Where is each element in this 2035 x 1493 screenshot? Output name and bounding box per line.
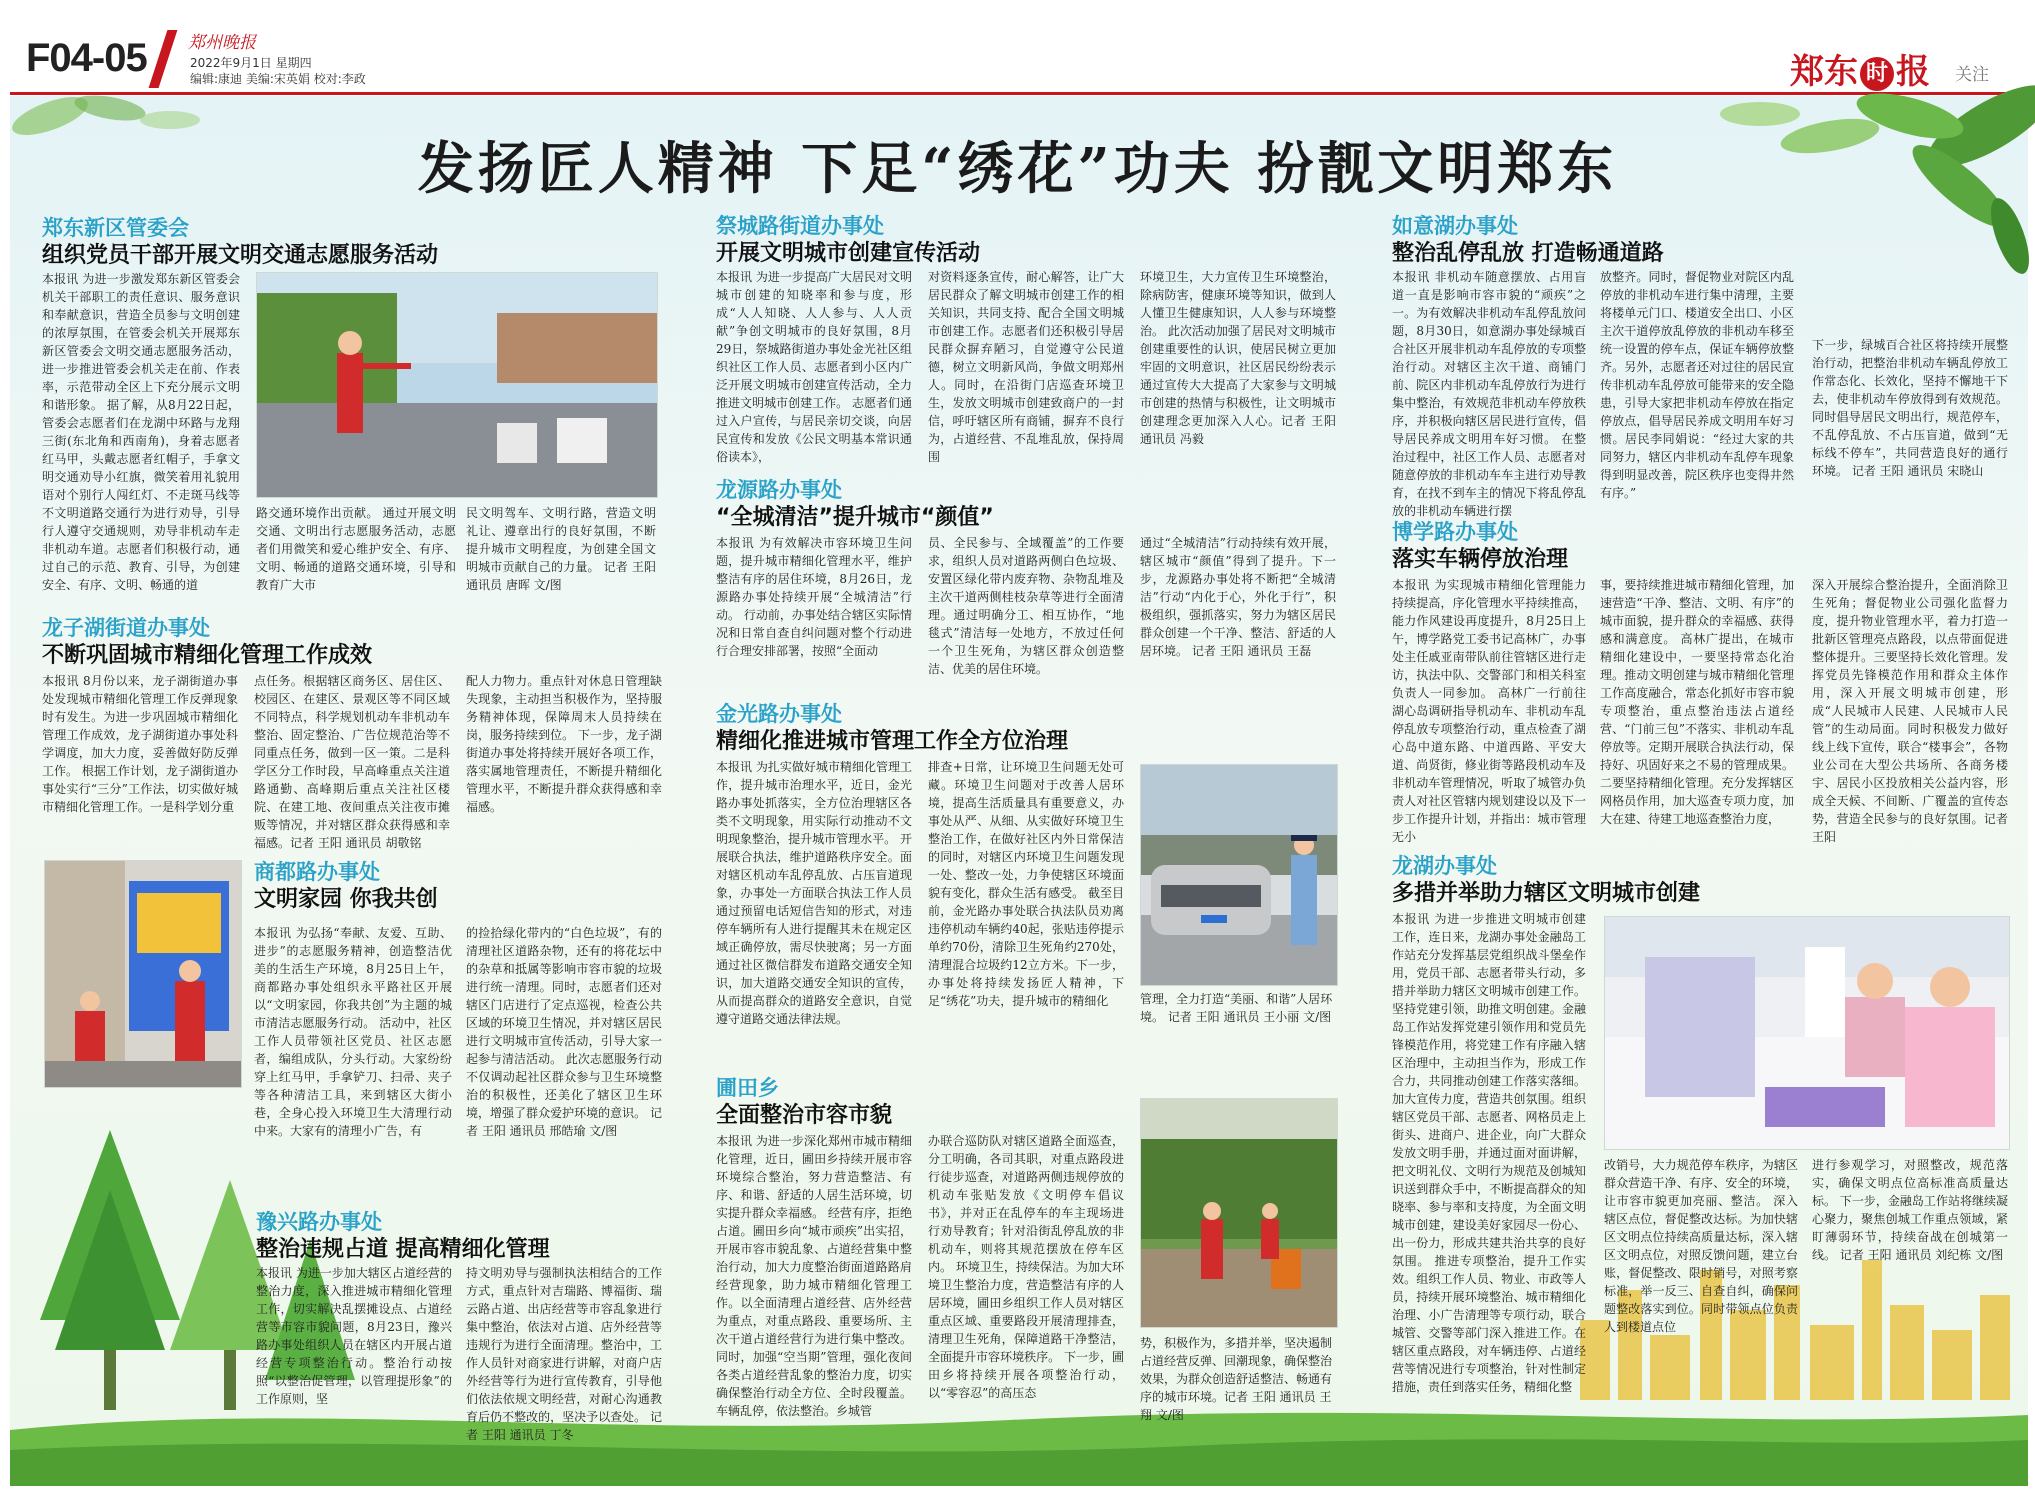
brand-logo-middle: 时 (1860, 57, 1894, 91)
article-body: 深入开展综合整治提升，全面消除卫生死角；督促物业公司强化监督力度，提升物业管理水平，着力打造一批新区管理亮点路段，以点带面促进整体提升。三要坚持长效化管理。发挥党员先锋模范作用和群众主体作用，深入开展文明城市创建，形成“人民城市人民建、人民城市人民管”的生动局面。同时积极发力做好线上线下宣传，联合“楼事会”，各物业公司在大型公共场所、各商务楼宇、居民小区投放相关公益内容，形成全天候、不间断、广覆盖的宣传态势，营造全民参与的良好氛围。记者 王阳 (1812, 578, 2008, 844)
article-source: 金光路办事处 (716, 702, 842, 726)
article-source: 郑东新区管委会 (42, 216, 189, 240)
article-title: 落实车辆停放治理 (1392, 547, 1569, 572)
article-source: 如意湖办事处 (1392, 214, 1518, 238)
article-body: 本报讯 为有效解决市容环境卫生问题，提升城市精细化管理水平，维护整洁有序的居住环境，8月26日，龙源路办事处持续开展“全城清洁”行动。 行动前，办事处结合辖区实际情况和日常自查自纠问题对整个行动进行合理安排部署，按照“全面动 (716, 536, 912, 658)
article-body: 本报讯 为进一步深化郑州市城市精细化管理，近日，圃田乡持续开展市容环境综合整治，努力营造整洁、有序、和谐、舒适的人居生活环境，切实提升群众幸福感。 经营有序，拒绝占道。圃田乡向“城市顽疾”出实招，开展市容市貌乱象、占道经营集中整治行动，加大力度整治街面道路路肩经营现象，助力城市精细化管理工作。以全面清理占道经营、店外经营为重点，对重点路段、重要场所、主次干道占道经营行为进行集中整改。同时，加强“空当期”管理，强化夜间各类占道经营乱象的整治力度，切实确保整治行动全方位、全时段覆盖。 车辆乱停，依法整治。乡城管 (716, 1134, 912, 1418)
photo-caption: 管理，全力打造“美丽、和谐”人居环境。 记者 王阳 通讯员 王小丽 文/图 (1140, 992, 1333, 1024)
photo-caption: 势，积极作为，多措并举，坚决遏制占道经营反弹、回潮现象，确保整治效果，为群众创造舒适整洁、畅通有序的城市环境。记者 王阳 通讯员 王翔 文/图 (1140, 1336, 1333, 1422)
article-body: 本报讯 为弘扬“奉献、友爱、互助、进步”的志愿服务精神，创造整洁优美的生活生产环境，8月25日上午，商都路办事处组织永平路社区开展以“文明家园，你我共创”为主题的城市清洁志愿服务行动。 活动中，社区工作人员带领社区党员、社区志愿者，编组成队，分头行动。大家纷纷穿上红马甲，手拿铲刀、扫帚、夹子等各种清洁工具，来到辖区大街小巷，全身心投入环境卫生大清理行动中来。大家有的清理小广告，有 (254, 926, 452, 1138)
column-label: 关注 (1955, 65, 1989, 85)
article-title: 精细化推进城市管理工作全方位治理 (716, 729, 1069, 754)
dateline: 2022年9月1日 星期四 (190, 56, 312, 70)
article-body: 本报讯 为进一步提高广大居民对文明城市创建的知晓率和参与度，形成“人人知晓、人人参与、人人贡献”争创文明城市的良好氛围，8月29日，祭城路街道办事处金光社区组织社区工作人员、志愿者到小区内广泛开展文明城市创建宣传活动，全力推进文明城市创建工作。 志愿者们通过入户宣传，与居民亲切交谈，向居民宣传和发放《公民文明基本常识通俗读本》， (716, 270, 912, 464)
article-source: 龙源路办事处 (716, 478, 842, 502)
article-title: 整治违规占道 提高精细化管理 (256, 1237, 550, 1262)
article-photo-counter (1604, 916, 2010, 1150)
article-body: 配人力物力。重点针对休息日管理缺失现象，主动担当积极作为，坚持服务精神体现，保障周末人员持续在岗，服务持续到位。 下一步，龙子湖街道办事处将持续开展好各项工作，落实属地管理责任，不断提升精细化管理水平，不断提升群众获得感和幸福感。 (466, 674, 662, 814)
article-body: 事，要持续推进城市精细化管理，加速营造“干净、整洁、文明、有序”的城市面貌，提升群众的幸福感、获得感和满意度。 高林广提出，在城市精细化建设中，一要坚持常态化治理。推动文明创建与城市精细化管理工作高度融合，常态化抓好市容市貌专项整治，重点整治违法占道经营、“门前三包”不落实、非机动车乱停放等。定期开展联合执法行动，保持好、巩固好来之不易的管理成果。二要坚持精细化管理。充分发挥辖区网格员作用，加大巡查专项力度，加大在建、待建工地巡查整治力度， (1600, 578, 1794, 826)
article-body: 本报讯 为进一步推进文明城市创建工作，连日来，龙湖办事处金融岛工作站充分发挥基层党组织战斗堡垒作用，党员干部、志愿者带头行动，多措并举助力辖区文明城市创建工作。 坚持党建引领，助推文明创建。金融岛工作站发挥党建引领作用和党员先锋模范作用，将党建工作有序融入辖区治理中，主动担当作为，形成工作合力，共同推动创建工作落实落细。 加大宣传力度，营造共创氛围。组织辖区党员干部、志愿者、网格员走上街头、进商户、进企业，向广大群众发放文明手册，并通过面对面讲解，把文明礼仪、文明行为规范及创城知识送到群众手中，不断提高群众的知晓率、参与率和支持度，为全面文明城市创建，建设美好家园尽一份心、出一份力，形成共建共治共享的良好氛围。 推进专项整治，提升工作实效。组织工作人员、物业、市政等人员，持续开展环境整治、城市精细化治理、小广告清理等专项行动，联合城管、交警等部门深入推进工作。在辖区重点路段，对车辆违停、占道经营等情况进行专项整治，针对性制定措施，责任到落实任务，精细化整 (1392, 912, 1586, 1394)
article-body: 本报讯 为扎实做好城市精细化管理工作，提升城市治理水平，近日，金光路办事处抓落实，全方位治理辖区各类不文明现象，用实际行动推动不文明现象整治，提升城市管理水平。 开展联合执法，维护道路秩序安全。面对辖区机动车乱停乱放、占压盲道现象，办事处一方面联合执法工作人员通过预留电话短信告知的形式，对违停车辆所有人进行提醒其未在规定区域正确停放，需尽快驶离；另一方面通过社区微信群发布道路交通安全知识，加大道路交通安全知识的宣传，从而提高群众的道路安全意识，自觉遵守道路交通法律法规。 (716, 760, 912, 1026)
article-photo-cleanup (44, 860, 242, 1088)
article-title: 多措并举助力辖区文明城市创建 (1392, 881, 1701, 906)
page-number: F04-05 (26, 36, 147, 80)
article-source: 祭城路街道办事处 (716, 214, 884, 238)
article-body: 本报讯 为进一步激发郑东新区管委会机关干部职工的责任意识、服务意识和奉献意识，营造全员参与文明创建的浓厚氛围，在管委会机关开展郑东新区管委会文明交通志愿服务活动，进一步推进管委会机关走在前、作表率，示范带动全区上下充分展示文明和谐形象。 据了解，从8月22日起，管委会志愿者们在龙湖中环路与龙翔三街(东北角和西南角)，身着志愿者红马甲，头戴志愿者红帽子，手拿文明交通劝导小红旗，微笑着用礼貌用语对个别行人闯红灯、不走斑马线等不文明道路交通行为进行劝导，引导行人遵守交通规则，劝导非机动车走非机动车道。志愿者们积极行动，通过自己的示范、教育、引导，为创建安全、有序、文明、畅通的道 (42, 272, 240, 592)
page-headline: 发扬匠人精神 下足“绣花”功夫 扮靓文明郑东 (417, 136, 1618, 202)
brand-logo (1790, 44, 1930, 93)
article-body: 本报讯 为进一步加大辖区占道经营的整治力度，深入推进城市精细化管理工作，切实解决乱摆摊设点、占道经营等市容市貌问题，8月23日，豫兴路办事处组织人员在辖区内开展占道经营专项整治行动。整治行动按照“以整治促管理，以管理提形象”的工作原则，坚 (256, 1266, 452, 1406)
article-photo-volunteers (256, 272, 658, 498)
article-source: 商都路办事处 (254, 860, 380, 884)
article-body: 对资料逐条宣传，耐心解答，让广大居民群众了解文明城市创建工作的相关知识，共同支持、配合全国文明城市创建工作。志愿者们还积极引导居民群众摒弃陋习，自觉遵守公民道德，树立文明新风尚，争做文明郑州人。同时，在沿街门店巡查环境卫生，发放文明城市创建致商户的一封信，呼吁辖区所有商铺，摒弃不良行为，占道经营、不乱堆乱放，保持周围 (928, 270, 1124, 464)
article-title: 全面整治市容市貌 (716, 1103, 893, 1128)
article-body: 环境卫生，大力宣传卫生环境整治，除病防害，健康环境等知识，做到人人懂卫生健康知识，人人参与环境整治。 此次活动加强了居民对文明城市创建重要性的认识，使居民树立更加牢固的文明意识，社区居民纷纷表示通过宣传大大提高了大家参与文明城市创建的热情与积极性，让文明城市创建理念更加深入人心。记者 王阳 通讯员 冯毅 (1140, 270, 1336, 446)
article-title: 整治乱停乱放 打造畅通道路 (1392, 241, 1664, 266)
article-body: 员、全民参与、全域覆盖”的工作要求，组织人员对道路两侧白色垃圾、安置区绿化带内废弃物、杂物乱堆及主次干道两侧桂枝杂草等进行全面清理。通过明确分工、相互协作，“地毯式”清洁每一处地方，不放过任何一个卫生死角，为辖区群众创造整洁、优美的居住环境。 (928, 536, 1124, 676)
article-body: 下一步，绿城百合社区将持续开展整治行动，把整治非机动车辆乱停放工作常态化、长效化，坚持不懈地干下去，使非机动车停放得到有效规范。同时倡导居民文明出行，规范停车，不乱停乱放、不占压盲道，做到“无标线不停车”，共同营造良好的通行环境。 记者 王阳 通讯员 宋晓山 (1812, 338, 2008, 478)
article-body: 排查+日常，让环境卫生问题无处可藏。环境卫生问题对于改善人居环境，提高生活质量具有重要意义，办事处从严、从细、从实做好环境卫生整治工作，在做好社区内外日常保洁的同时，对辖区内环境卫生问题发现一处、整改一处，力争使辖区环境面貌有变化，群众生活有感受。 截至目前，金光路办事处联合执法队员劝离违停机动车辆约40起，张贴违停提示单约70份，清除卫生死角约270处，清理混合垃圾约12立方米。下一步，办事处将持续发扬匠人精神，下足“绣花”功夫，提升城市的精细化 (928, 760, 1124, 1008)
article-body: 持文明劝导与强制执法相结合的工作方式，重点针对吉瑞路、博福街、瑞云路占道、出店经营等市容乱象进行集中整治，依法对占道、店外经营等违规行为进行全面清理。整治中，工作人员针对商家进行讲解，对商户店外经营等行为进行宣传教育，引导他们依法依规文明经营，对耐心沟通教育后仍不整改的，坚决予以查处。 记者 王阳 通讯员 丁冬 (466, 1266, 662, 1442)
article-body: 进行参观学习，对照整改，规范落实，确保文明点位高标准高质量达标。 下一步，金融岛工作站将继续凝心聚力，聚焦创城工作重点领域，紧盯薄弱环节，持续奋战在创城第一线。 记者 王阳 通讯员 刘纪栋 文/图 (1812, 1158, 2008, 1262)
article-body: 点任务。根据辖区商务区、居住区、校园区、在建区、景观区等不同区域不同特点，科学规划机动车非机动车整治、固定整治、广告位规范治等不同重点任务，做到一区一策。二是科学区分工作时段，早高峰重点关注道路通勤、高峰期后重点关注社区楼院、在建工地、夜间重点关注夜市摊贩等情况，并对辖区群众获得感和幸福感。记者 王阳 通讯员 胡敬铭 (254, 674, 450, 850)
article-title: 不断巩固城市精细化管理工作成效 (42, 643, 373, 668)
article-source: 豫兴路办事处 (256, 1210, 382, 1234)
article-source: 龙湖办事处 (1392, 854, 1497, 878)
article-body: 路交通环境作出贡献。 通过开展文明交通、文明出行志愿服务活动，志愿者们用微笑和爱心维护安全、有序、文明、畅通的道路交通环境，引导和教育广大市 (256, 506, 456, 592)
article-body: 民文明驾车、文明行路，营造文明礼让、遵章出行的良好氛围，不断提升城市文明程度，为创建全国文明城市贡献自己的力量。 记者 王阳 通讯员 唐晖 文/图 (466, 506, 656, 592)
article-title: “全城清洁”提升城市“颜值” (716, 505, 994, 530)
article-body: 的捡拾绿化带内的“白色垃圾”，有的清理社区道路杂物，还有的将花坛中的杂草和抵属等影响市容市貌的垃圾进行统一清理。同时，志愿者们还对辖区门店进行了定点巡视，检查公共区域的环境卫生情况，并对辖区居民进行文明城市宣传活动，引导大家一起参与清洁活动。 此次志愿服务行动不仅调动起社区群众参与卫生环境整治的积极性，还美化了辖区卫生环境，增强了群众爱护环境的意识。 记者 王阳 通讯员 邢皓瑜 文/图 (466, 926, 662, 1138)
editor-credits: 编辑:康迪 美编:宋英娟 校对:李政 (190, 72, 366, 86)
article-title: 文明家园 你我共创 (254, 887, 438, 912)
article-photo-street-cleaning (1140, 1098, 1338, 1328)
article-title: 组织党员干部开展文明交通志愿服务活动 (42, 243, 439, 268)
article-body: 办联合巡防队对辖区道路全面巡查，分工明确，各司其职，对重点路段进行徒步巡查，对道路两侧违规停放的机动车张贴发放《文明停车倡议书》，并对正在乱停车的车主现场进行劝导教育；针对沿街乱停乱放的非机动车，则将其规范摆放在停车区内。 环境卫生，持续保洁。为加大环境卫生整治力度，营造整洁有序的人居环境，圃田乡组织工作人员对辖区重点区域、重要路段开展清理排查，清理卫生死角，保障道路干净整洁，全面提升市容环境秩序。 下一步，圃田乡将持续开展各项整治行动，以“零容忍”的高压态 (928, 1134, 1124, 1400)
brand-logo-right: 报 (1896, 52, 1930, 92)
article-title: 开展文明城市创建宣传活动 (716, 241, 981, 266)
header-rule (10, 92, 2028, 95)
article-body: 通过“全城清洁”行动持续有效开展，辖区城市“颜值”得到了提升。下一步，龙源路办事处将不断把“全城清洁”行动“内化于心，外化于行”，积极组织，强抓落实，努力为辖区居民群众创建一个干净、整洁、舒适的人居环境。 记者 王阳 通讯员 王磊 (1140, 536, 1336, 658)
red-slash-mark (149, 30, 178, 88)
article-body: 本报讯 为实现城市精细化管理能力持续提高，序化管理水平持续推高，能力作风建设再度提升，8月25日上午，博学路党工委书记高林广，办事处主任戚亚南带队前往管辖区进行走访，执法中队、交警部门和相关科室负责人一同参加。 高林广一行前往湖心岛调研指导机动车、非机动车乱停乱放专项整治行动，重点检查了湖心岛中道东路、中道西路、平安大道、尚贤街，修业街等路段机动车及非机动车管理情况，听取了城管办负责人对社区管辖内规划建设以及下一步工作提升计划，并指出：城市管理无小 (1392, 578, 1586, 844)
article-photo-parking (1140, 764, 1338, 986)
article-body: 本报讯 非机动车随意摆放、占用盲道一直是影响市容市貌的“顽疾”之一。为有效解决非机动车乱停乱放问题，8月30日，如意湖办事处绿城百合社区开展非机动车乱停放的专项整治行动。对辖区主次干道、商铺门前、院区内非机动车乱停放行为进行集中整治，有效规范非机动车停放秩序，并积极向辖区居民进行宣传，倡导居民养成文明用车好习惯。 在整治过程中，社区工作人员、志愿者对随意停放的非机动车车主进行劝导教育，在找不到车主的情况下将乱停乱放的非机动车辆进行摆 (1392, 270, 1586, 518)
article-body: 改销号，大力规范停车秩序，为辖区群众营造干净、有序、安全的环境，让市容市貌更加亮丽、整洁。 深入辖区点位，督促整改达标。为加快辖区文明点位持续高质量达标，深入辖区文明点位，对照反馈问题，建立台账，督促整改、限时销号，对照考察标准，举一反三、自查自纠，确保问题整改落实到位。同时带领点位负责人到楼道点位 (1604, 1158, 1798, 1334)
article-body: 本报讯 8月份以来，龙子湖街道办事处发现城市精细化管理工作反弹现象时有发生。为进一步巩固城市精细化管理工作成效，龙子湖街道办事处科学调度，加大力度，妥善做好防反弹工作。 根据工作计划，龙子湖街道办事处实行“三分”工作法，切实做好城市精细化管理工作。一是科学划分重 (42, 674, 238, 814)
paper-signature: 郑州晚报 (188, 33, 256, 53)
article-source: 博学路办事处 (1392, 520, 1518, 544)
article-source: 龙子湖街道办事处 (42, 616, 210, 640)
brand-logo-left: 郑东 (1790, 52, 1858, 92)
article-body: 放整齐。同时，督促物业对院区内乱停放的非机动车进行集中清理，主要将楼单元门口、楼道安全出口、小区主次干道停放乱停放的非机动车移至统一设置的停车点，保证车辆停放整齐。另外，志愿者还对过往的居民宣传非机动车乱停放可能带来的安全隐患，引导大家把非机动车停放在指定停放点，倡导居民养成文明用车好习惯。居民李同娟说：“经过大家的共同努力，辖区内非机动车乱停车现象得到明显改善，院区秩序也变得井然有序。” (1600, 270, 1794, 500)
article-source: 圃田乡 (716, 1076, 779, 1100)
